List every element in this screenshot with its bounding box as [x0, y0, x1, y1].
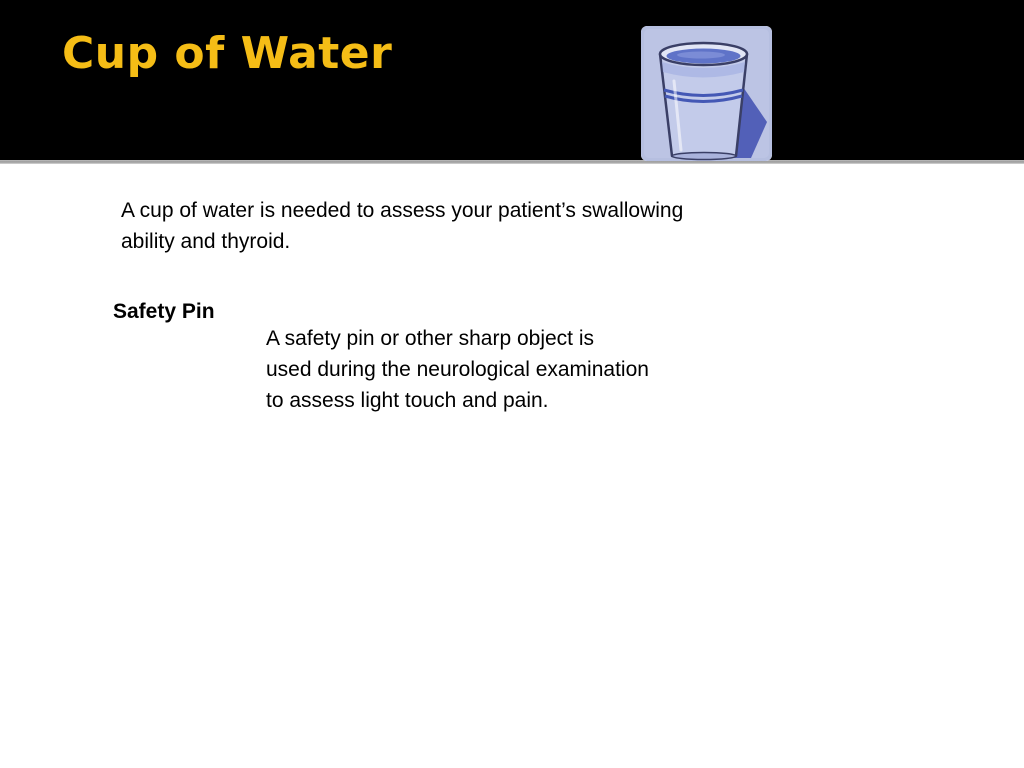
slide-title: Cup of Water [62, 28, 393, 79]
cup-of-water-image [641, 26, 772, 161]
safety-pin-description [266, 323, 766, 416]
cup-of-water-icon [641, 26, 772, 161]
title-divider [0, 160, 1024, 164]
text-line: to assess light touch and pain. [266, 389, 549, 412]
safety-pin-heading: Safety Pin [113, 300, 215, 323]
text-line: used during the neurological examination [266, 358, 649, 381]
text-line: A cup of water is needed to assess your patient’s swallowing [121, 199, 684, 222]
text-line: A safety pin or other sharp object is [266, 327, 595, 350]
cup-of-water-description [121, 195, 841, 257]
text-line: ability and thyroid. [121, 230, 291, 253]
